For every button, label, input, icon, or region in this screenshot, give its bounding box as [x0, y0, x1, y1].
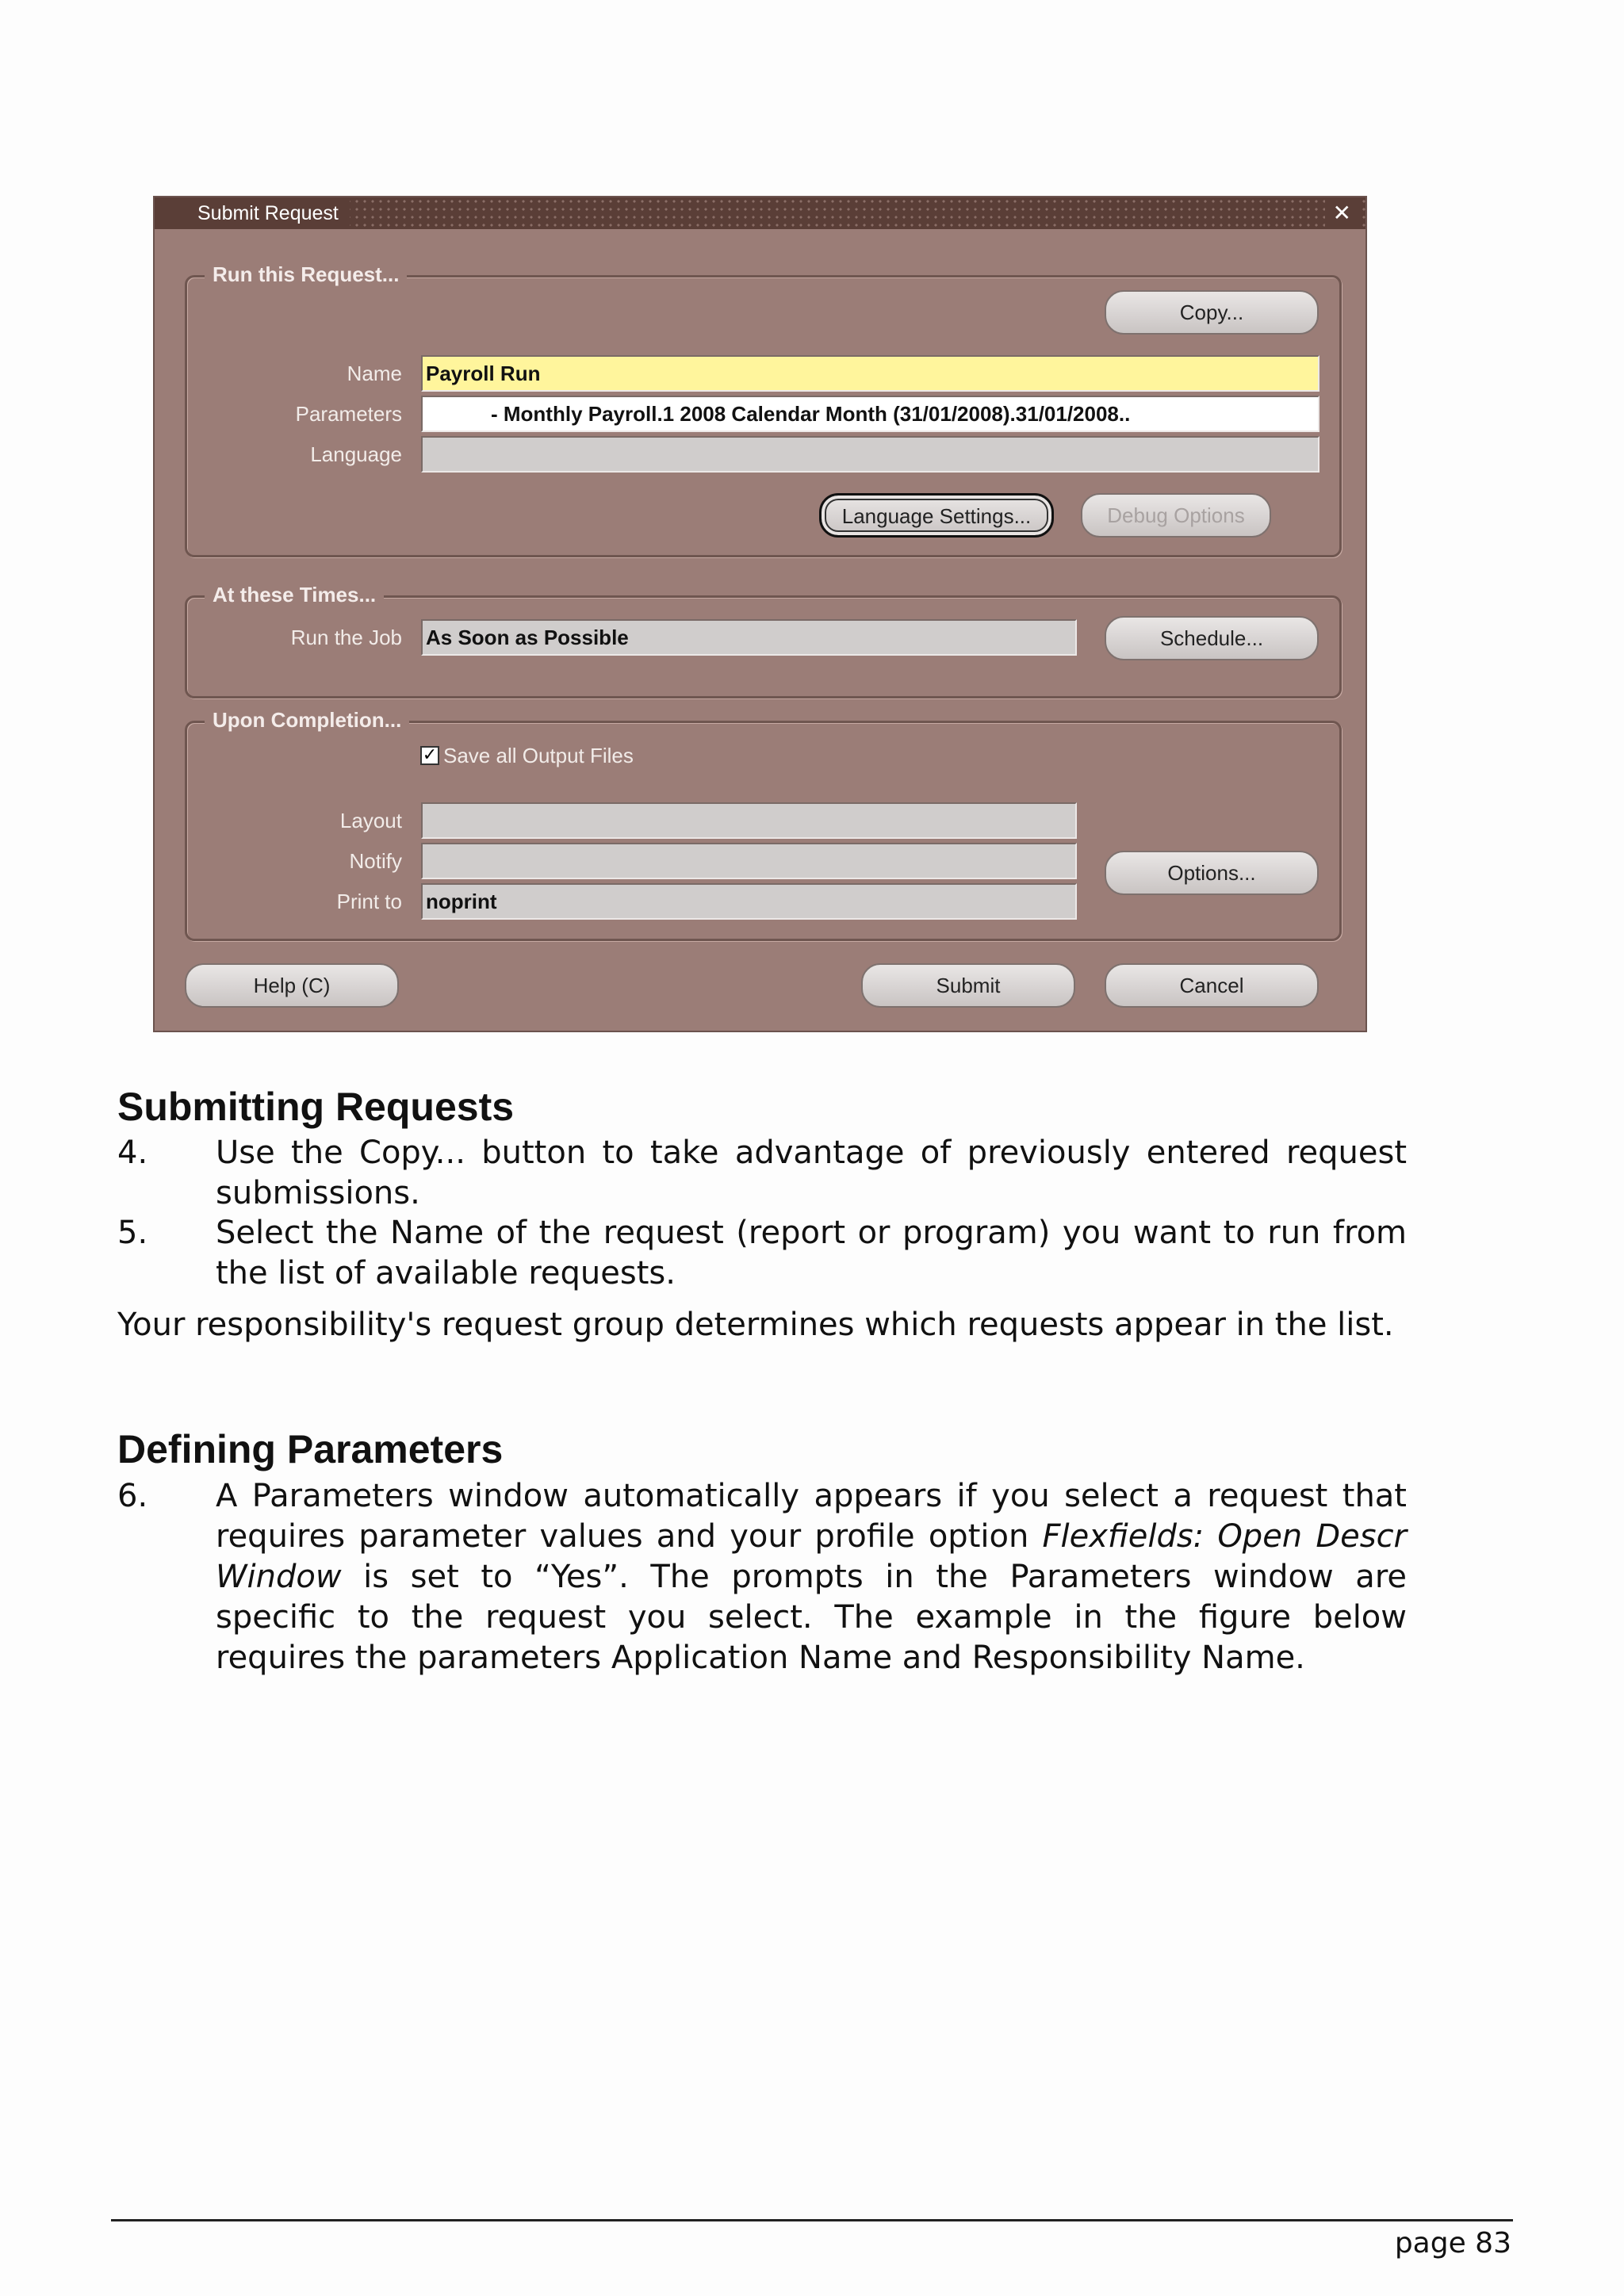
list-item-copy: Use the Copy... button to take advantage of previously entered request submissions. [216, 1135, 1407, 1211]
list-number: 5. [117, 1215, 148, 1251]
title-bar [155, 197, 1365, 229]
paragraph-request-group: Your responsibility's request group determines which requests appear in the list. [117, 1307, 1394, 1343]
language-settings-button[interactable]: Language Settings... [819, 493, 1054, 538]
name-label: Name [347, 362, 402, 385]
schedule-button[interactable]: Schedule... [1105, 616, 1319, 660]
item6-text-end: is set to “Yes”. The prompts in the Parameters window are specific to the request you select. The example in the figure below requires the parameters Application Name and Responsibility Name. [216, 1559, 1407, 1676]
save-output-checkbox[interactable]: ✓ [420, 746, 439, 765]
options-button[interactable]: Options... [1105, 851, 1319, 895]
help-button[interactable]: Help (C) [185, 963, 399, 1008]
submit-button[interactable]: Submit [861, 963, 1075, 1008]
section-heading-defining-parameters: Defining Parameters [117, 1427, 504, 1471]
save-output-label: Save all Output Files [443, 744, 634, 767]
close-icon[interactable]: ✕ [1325, 197, 1359, 229]
parameters-label: Parameters [295, 402, 402, 426]
item6-text-start: A Parameters window automatically appears if you select a request that requires parameter values and your profile option [216, 1478, 1407, 1555]
notify-field[interactable] [421, 843, 1077, 879]
language-field[interactable] [421, 436, 1320, 473]
list-item-select-name: Select the Name of the request (report or program) you want to run from the list of available requests. [216, 1215, 1407, 1292]
cancel-button[interactable]: Cancel [1105, 963, 1319, 1008]
language-label: Language [310, 442, 402, 466]
name-field[interactable]: Payroll Run [421, 355, 1320, 392]
window-title: Submit Request [155, 197, 350, 229]
submit-request-window [153, 196, 1367, 1032]
parameters-field[interactable]: - Monthly Payroll.1 2008 Calendar Month (31/01/2008).31/01/2008.. [421, 396, 1320, 432]
list-number: 4. [117, 1135, 148, 1171]
run-job-label: Run the Job [290, 626, 402, 649]
page-number: page 83 [1394, 2227, 1511, 2260]
list-item-parameters-window [216, 1476, 1407, 1678]
profile-option-name: Flexfields: Open Descr Window [216, 1518, 1408, 1595]
upon-completion-group-title: Upon Completion... [205, 706, 409, 734]
copy-button[interactable]: Copy... [1105, 290, 1319, 335]
layout-field[interactable] [421, 802, 1077, 839]
run-job-field[interactable]: As Soon as Possible [421, 619, 1077, 656]
print-to-label: Print to [336, 890, 402, 913]
section-heading-submitting-requests: Submitting Requests [117, 1085, 515, 1129]
layout-label: Layout [339, 809, 402, 832]
debug-options-button[interactable]: Debug Options [1081, 493, 1271, 538]
print-to-field[interactable]: noprint [421, 883, 1077, 920]
footer-divider [111, 2219, 1513, 2221]
list-number: 6. [117, 1478, 148, 1514]
notify-label: Notify [349, 849, 402, 873]
run-request-group-title: Run this Request... [205, 260, 407, 289]
at-these-times-group-title: At these Times... [205, 580, 384, 609]
